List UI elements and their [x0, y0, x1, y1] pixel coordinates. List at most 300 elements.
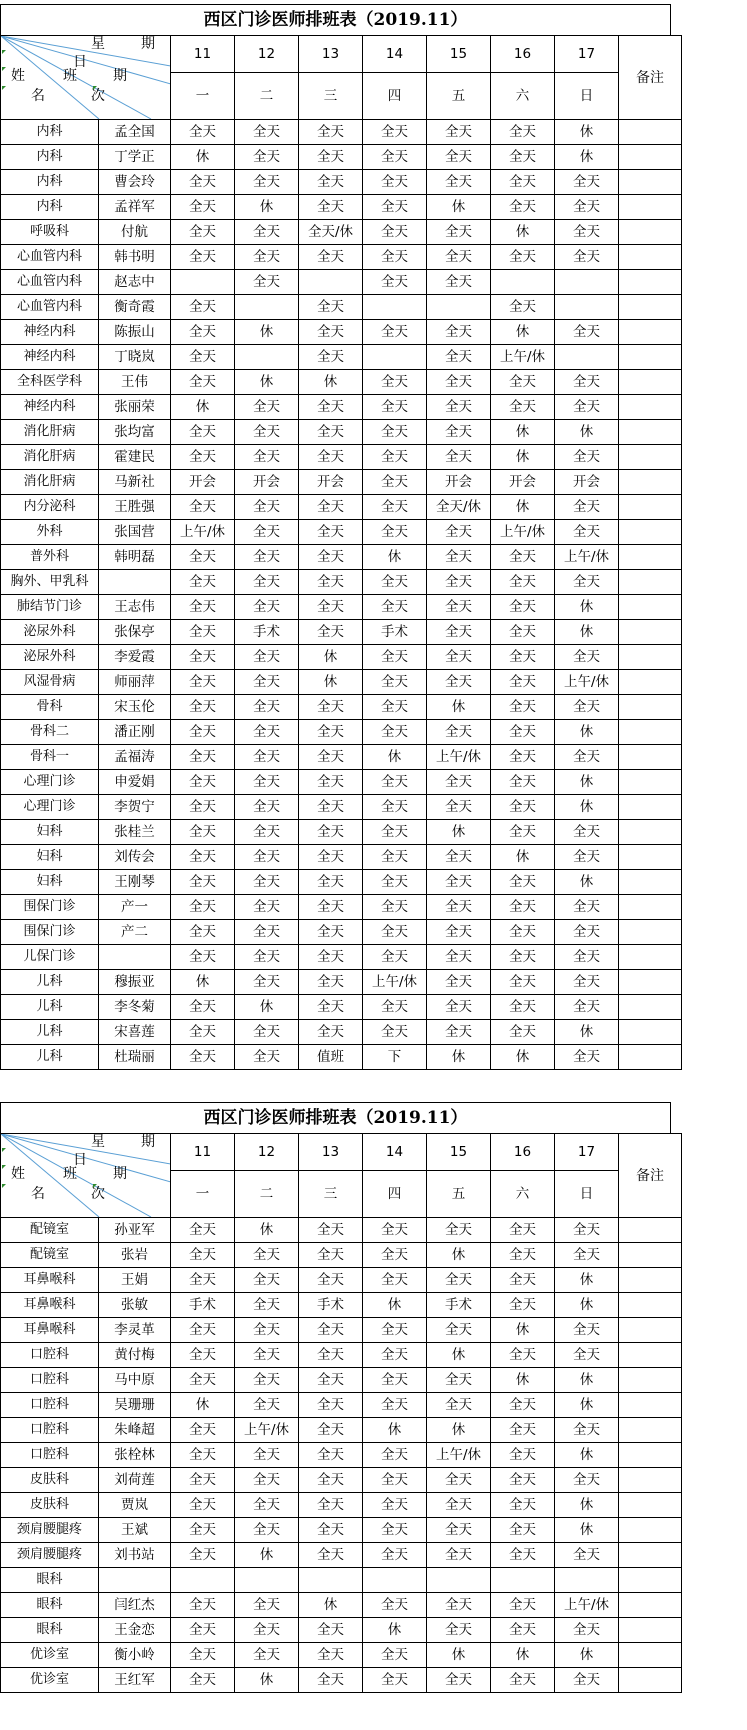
- table-row: [1, 695, 682, 720]
- shift-cell: 全天: [171, 545, 235, 570]
- shift-cell: 全天: [299, 345, 363, 370]
- doctor-name-cell: 宋喜莲: [99, 1020, 171, 1045]
- shift-cell: 休: [427, 195, 491, 220]
- corner-week-label: 星: [91, 36, 105, 52]
- department-cell: 风湿骨病: [1, 670, 99, 695]
- shift-cell: 全天: [363, 695, 427, 720]
- doctor-name-cell: 产一: [99, 895, 171, 920]
- shift-cell: 全天: [363, 1443, 427, 1468]
- shift-cell: 全天: [299, 1318, 363, 1343]
- shift-cell: 休: [235, 370, 299, 395]
- shift-cell: [235, 345, 299, 370]
- shift-cell: 全天: [491, 170, 555, 195]
- shift-cell: 全天: [299, 1643, 363, 1668]
- shift-cell: 全天: [427, 345, 491, 370]
- shift-cell: 全天: [299, 620, 363, 645]
- note-cell: [619, 820, 682, 845]
- shift-cell: 全天: [427, 1518, 491, 1543]
- shift-cell: 上午/休: [235, 1418, 299, 1443]
- note-cell: [619, 220, 682, 245]
- shift-cell: 全天: [299, 1218, 363, 1243]
- note-cell: [619, 1618, 682, 1643]
- shift-cell: [555, 295, 619, 320]
- table-row: [1, 970, 682, 995]
- doctor-name-cell: 李爱霞: [99, 645, 171, 670]
- date-header: 11: [171, 36, 235, 73]
- shift-cell: 全天: [363, 1643, 427, 1668]
- table-row: [1, 270, 682, 295]
- shift-cell: 全天: [427, 645, 491, 670]
- shift-cell: 休: [235, 1543, 299, 1568]
- table-row: [1, 145, 682, 170]
- department-cell: 围保门诊: [1, 920, 99, 945]
- shift-cell: 全天: [555, 1418, 619, 1443]
- shift-cell: 全天: [555, 1318, 619, 1343]
- shift-cell: 全天: [171, 1668, 235, 1693]
- shift-cell: 全天: [555, 1045, 619, 1070]
- shift-cell: 全天: [363, 795, 427, 820]
- shift-cell: [555, 345, 619, 370]
- shift-cell: 全天: [171, 595, 235, 620]
- shift-cell: 休: [363, 745, 427, 770]
- shift-cell: 全天: [171, 1443, 235, 1468]
- doctor-name-cell: 刘书站: [99, 1543, 171, 1568]
- table-row: [1, 570, 682, 595]
- shift-cell: 全天: [299, 995, 363, 1020]
- shift-cell: [299, 270, 363, 295]
- shift-cell: 全天: [427, 170, 491, 195]
- shift-cell: 全天: [299, 1243, 363, 1268]
- corner-name-label: 名: [31, 1186, 45, 1202]
- doctor-name-cell: 王志伟: [99, 595, 171, 620]
- shift-cell: 全天: [491, 645, 555, 670]
- shift-cell: 全天: [171, 495, 235, 520]
- shift-cell: [491, 270, 555, 295]
- shift-cell: 全天: [171, 570, 235, 595]
- table-row: [1, 795, 682, 820]
- doctor-name-cell: 张均富: [99, 420, 171, 445]
- shift-cell: 全天: [491, 945, 555, 970]
- shift-cell: 全天: [235, 245, 299, 270]
- shift-cell: 全天: [363, 820, 427, 845]
- department-cell: 心理门诊: [1, 770, 99, 795]
- note-cell: [619, 745, 682, 770]
- department-cell: 眼科: [1, 1593, 99, 1618]
- shift-cell: 全天: [427, 970, 491, 995]
- note-cell: [619, 1568, 682, 1593]
- shift-cell: 全天: [171, 1218, 235, 1243]
- shift-cell: 全天/休: [299, 220, 363, 245]
- department-cell: 泌尿外科: [1, 645, 99, 670]
- date-header: 17: [555, 36, 619, 73]
- shift-cell: 全天: [555, 370, 619, 395]
- cell-marker-icon: [2, 67, 6, 71]
- date-header: 12: [235, 36, 299, 73]
- department-cell: 优诊室: [1, 1668, 99, 1693]
- department-cell: 口腔科: [1, 1443, 99, 1468]
- shift-cell: 全天: [363, 420, 427, 445]
- shift-cell: 休: [491, 1318, 555, 1343]
- shift-cell: 全天: [299, 1443, 363, 1468]
- shift-cell: 全天: [171, 220, 235, 245]
- note-cell: [619, 420, 682, 445]
- shift-cell: 全天: [427, 270, 491, 295]
- department-cell: 消化肝病: [1, 470, 99, 495]
- shift-cell: 开会: [427, 470, 491, 495]
- shift-cell: 全天: [171, 1045, 235, 1070]
- shift-cell: 开会: [555, 470, 619, 495]
- doctor-name-cell: 李贺宁: [99, 795, 171, 820]
- shift-cell: 全天: [299, 245, 363, 270]
- note-cell: [619, 845, 682, 870]
- shift-cell: 休: [555, 1393, 619, 1418]
- shift-cell: 全天: [171, 1643, 235, 1668]
- note-cell: [619, 995, 682, 1020]
- shift-cell: 全天: [491, 1393, 555, 1418]
- shift-cell: 全天: [171, 745, 235, 770]
- department-cell: 耳鼻喉科: [1, 1318, 99, 1343]
- weekday-header: 一: [171, 1171, 235, 1218]
- cell-marker-icon: [2, 86, 6, 90]
- shift-cell: 全天: [235, 570, 299, 595]
- shift-cell: 全天: [491, 1293, 555, 1318]
- doctor-name-cell: 马新社: [99, 470, 171, 495]
- shift-cell: 全天: [299, 195, 363, 220]
- shift-cell: 全天: [491, 1020, 555, 1045]
- shift-cell: 全天: [427, 370, 491, 395]
- header-corner-cell: [1, 36, 171, 120]
- shift-cell: 休: [299, 645, 363, 670]
- shift-cell: 全天: [427, 1543, 491, 1568]
- table-row: [1, 945, 682, 970]
- weekday-header: 五: [427, 73, 491, 120]
- shift-cell: 全天: [235, 1293, 299, 1318]
- shift-cell: 全天: [491, 1493, 555, 1518]
- shift-cell: 全天: [427, 845, 491, 870]
- shift-cell: 全天: [171, 1418, 235, 1443]
- note-cell: [619, 245, 682, 270]
- department-cell: 配镜室: [1, 1243, 99, 1268]
- department-cell: 口腔科: [1, 1393, 99, 1418]
- note-cell: [619, 770, 682, 795]
- doctor-name-cell: 朱峰超: [99, 1418, 171, 1443]
- shift-cell: 全天: [363, 1218, 427, 1243]
- corner-day-label: 日: [73, 54, 87, 70]
- shift-cell: 全天: [491, 1618, 555, 1643]
- department-cell: 口腔科: [1, 1418, 99, 1443]
- shift-cell: 全天: [299, 495, 363, 520]
- shift-cell: 全天: [491, 120, 555, 145]
- shift-cell: 全天: [171, 1468, 235, 1493]
- department-cell: 儿保门诊: [1, 945, 99, 970]
- doctor-name-cell: 王金恋: [99, 1618, 171, 1643]
- weekday-header: 六: [491, 73, 555, 120]
- date-header: 14: [363, 1134, 427, 1171]
- shift-cell: 休: [491, 495, 555, 520]
- department-cell: 内科: [1, 120, 99, 145]
- shift-cell: 全天: [299, 120, 363, 145]
- shift-cell: 全天: [427, 670, 491, 695]
- corner-shift-label: 次: [91, 1186, 105, 1202]
- shift-cell: 全天: [491, 1668, 555, 1693]
- shift-cell: 全天: [363, 195, 427, 220]
- shift-cell: 全天: [171, 820, 235, 845]
- shift-cell: 全天: [171, 1543, 235, 1568]
- note-cell: [619, 620, 682, 645]
- doctor-name-cell: 黄付梅: [99, 1343, 171, 1368]
- shift-cell: 全天: [299, 1343, 363, 1368]
- shift-cell: [171, 270, 235, 295]
- department-cell: 儿科: [1, 1045, 99, 1070]
- shift-cell: 全天: [235, 820, 299, 845]
- shift-cell: 全天: [171, 670, 235, 695]
- shift-cell: 全天: [235, 845, 299, 870]
- shift-cell: 全天: [427, 1368, 491, 1393]
- note-cell: [619, 1493, 682, 1518]
- department-cell: 呼吸科: [1, 220, 99, 245]
- shift-cell: 全天: [363, 1668, 427, 1693]
- shift-cell: 全天: [299, 1020, 363, 1045]
- shift-cell: 全天: [235, 1643, 299, 1668]
- note-cell: [619, 920, 682, 945]
- shift-cell: 休: [363, 545, 427, 570]
- doctor-name-cell: 王伟: [99, 370, 171, 395]
- department-cell: 儿科: [1, 970, 99, 995]
- table-row: [1, 420, 682, 445]
- shift-cell: 全天: [235, 520, 299, 545]
- note-cell: [619, 670, 682, 695]
- doctor-name-cell: 霍建民: [99, 445, 171, 470]
- department-cell: 骨科一: [1, 745, 99, 770]
- shift-cell: 全天: [235, 1343, 299, 1368]
- note-cell: [619, 270, 682, 295]
- note-cell: [619, 1468, 682, 1493]
- shift-cell: [555, 270, 619, 295]
- shift-cell: 休: [299, 670, 363, 695]
- shift-cell: 全天: [555, 1243, 619, 1268]
- table-row: [1, 1618, 682, 1643]
- department-cell: 骨科: [1, 695, 99, 720]
- shift-cell: 全天: [555, 645, 619, 670]
- doctor-name-cell: 王娟: [99, 1268, 171, 1293]
- shift-cell: 全天: [235, 1443, 299, 1468]
- doctor-name-cell: 杜瑞丽: [99, 1045, 171, 1070]
- table-row: [1, 245, 682, 270]
- table-row: [1, 870, 682, 895]
- shift-cell: 全天: [427, 895, 491, 920]
- note-header: 备注: [619, 1134, 682, 1218]
- shift-cell: 全天: [235, 745, 299, 770]
- schedule-sheet-2: [0, 1102, 671, 1693]
- doctor-name-cell: 孟全国: [99, 120, 171, 145]
- table-row: [1, 320, 682, 345]
- shift-cell: 全天: [555, 1343, 619, 1368]
- shift-cell: 全天: [235, 795, 299, 820]
- shift-cell: 全天: [555, 845, 619, 870]
- shift-cell: 全天: [235, 1268, 299, 1293]
- shift-cell: 休: [235, 195, 299, 220]
- shift-cell: 上午/休: [363, 970, 427, 995]
- doctor-name-cell: 孟祥军: [99, 195, 171, 220]
- shift-cell: 全天: [491, 1468, 555, 1493]
- table-row: [1, 645, 682, 670]
- note-cell: [619, 1318, 682, 1343]
- corner-week-label: 期: [141, 1134, 155, 1150]
- corner-shift-label: 班: [63, 68, 77, 84]
- shift-cell: 全天: [427, 520, 491, 545]
- table-row: [1, 345, 682, 370]
- shift-cell: 全天: [299, 295, 363, 320]
- department-cell: 神经内科: [1, 395, 99, 420]
- department-cell: 妇科: [1, 870, 99, 895]
- shift-cell: 全天: [299, 745, 363, 770]
- shift-cell: 全天: [235, 395, 299, 420]
- shift-cell: [363, 295, 427, 320]
- corner-week-label: 期: [141, 36, 155, 52]
- shift-cell: 全天: [363, 1468, 427, 1493]
- table-row: [1, 120, 682, 145]
- doctor-name-cell: 孟福涛: [99, 745, 171, 770]
- department-cell: 颈肩腰腿疼: [1, 1543, 99, 1568]
- department-cell: 肺结节门诊: [1, 595, 99, 620]
- shift-cell: 全天: [299, 845, 363, 870]
- shift-cell: 上午/休: [555, 545, 619, 570]
- shift-cell: 全天: [299, 695, 363, 720]
- shift-cell: 上午/休: [491, 345, 555, 370]
- shift-cell: 休: [171, 1393, 235, 1418]
- shift-cell: 全天: [427, 420, 491, 445]
- department-cell: 颈肩腰腿疼: [1, 1518, 99, 1543]
- department-cell: 皮肤科: [1, 1468, 99, 1493]
- shift-cell: 全天: [363, 145, 427, 170]
- shift-cell: 全天: [555, 220, 619, 245]
- shift-cell: 全天: [363, 495, 427, 520]
- schedule-sheet-1: [0, 4, 671, 1070]
- shift-cell: 全天: [491, 1593, 555, 1618]
- shift-cell: 全天: [299, 795, 363, 820]
- shift-cell: 全天: [171, 845, 235, 870]
- shift-cell: 全天: [299, 170, 363, 195]
- shift-cell: 全天: [363, 945, 427, 970]
- doctor-name-cell: 申爱娟: [99, 770, 171, 795]
- shift-cell: 全天: [363, 995, 427, 1020]
- department-cell: 神经内科: [1, 320, 99, 345]
- shift-cell: 全天: [299, 1368, 363, 1393]
- shift-cell: [235, 1568, 299, 1593]
- shift-cell: 全天: [363, 670, 427, 695]
- note-cell: [619, 470, 682, 495]
- shift-cell: 全天: [427, 795, 491, 820]
- note-cell: [619, 295, 682, 320]
- department-cell: 优诊室: [1, 1643, 99, 1668]
- shift-cell: 全天: [363, 1268, 427, 1293]
- shift-cell: 全天/休: [427, 495, 491, 520]
- shift-cell: 全天: [235, 120, 299, 145]
- date-header: 11: [171, 1134, 235, 1171]
- shift-cell: 全天: [555, 1218, 619, 1243]
- shift-cell: 全天: [235, 1493, 299, 1518]
- shift-cell: 全天: [235, 645, 299, 670]
- note-cell: [619, 1593, 682, 1618]
- note-cell: [619, 570, 682, 595]
- shift-cell: 休: [555, 120, 619, 145]
- shift-cell: 全天: [555, 995, 619, 1020]
- shift-cell: 休: [555, 770, 619, 795]
- shift-cell: [235, 295, 299, 320]
- note-cell: [619, 545, 682, 570]
- shift-cell: 全天: [171, 720, 235, 745]
- shift-cell: 全天: [171, 1243, 235, 1268]
- shift-cell: 全天: [427, 995, 491, 1020]
- shift-cell: 全天: [235, 1020, 299, 1045]
- shift-cell: 全天: [299, 320, 363, 345]
- shift-cell: 全天: [491, 245, 555, 270]
- weekday-header: 日: [555, 1171, 619, 1218]
- shift-cell: 休: [427, 1243, 491, 1268]
- shift-cell: 休: [235, 995, 299, 1020]
- shift-cell: 休: [235, 1218, 299, 1243]
- shift-cell: 全天: [171, 995, 235, 1020]
- shift-cell: 全天: [235, 1518, 299, 1543]
- shift-cell: 全天: [171, 1343, 235, 1368]
- shift-cell: 全天: [171, 195, 235, 220]
- shift-cell: 休: [555, 1643, 619, 1668]
- shift-cell: 全天: [427, 1393, 491, 1418]
- shift-cell: 休: [235, 320, 299, 345]
- shift-cell: 上午/休: [491, 520, 555, 545]
- shift-cell: 开会: [299, 470, 363, 495]
- shift-cell: 全天: [171, 1493, 235, 1518]
- corner-period-label: 期: [113, 68, 127, 84]
- shift-cell: 全天: [363, 1243, 427, 1268]
- table-row: [1, 1243, 682, 1268]
- shift-cell: 全天: [427, 120, 491, 145]
- doctor-name-cell: 张桂兰: [99, 820, 171, 845]
- shift-cell: 全天: [427, 620, 491, 645]
- header-corner-cell: [1, 1134, 171, 1218]
- shift-cell: 全天: [363, 220, 427, 245]
- note-cell: [619, 870, 682, 895]
- doctor-name-cell: 宋玉伦: [99, 695, 171, 720]
- shift-cell: 休: [491, 1643, 555, 1668]
- shift-cell: 休: [555, 620, 619, 645]
- shift-cell: 全天: [363, 470, 427, 495]
- table-row: [1, 620, 682, 645]
- shift-cell: 休: [363, 1418, 427, 1443]
- department-cell: 心理门诊: [1, 795, 99, 820]
- shift-cell: 全天: [171, 120, 235, 145]
- weekday-header: 二: [235, 73, 299, 120]
- corner-period-label: 期: [113, 1166, 127, 1182]
- shift-cell: 全天: [427, 1218, 491, 1243]
- note-cell: [619, 445, 682, 470]
- shift-cell: [171, 1568, 235, 1593]
- shift-cell: 休: [555, 720, 619, 745]
- shift-cell: 全天: [491, 620, 555, 645]
- note-cell: [619, 1643, 682, 1668]
- table-row: [1, 1418, 682, 1443]
- shift-cell: 全天: [171, 295, 235, 320]
- shift-cell: 全天: [235, 270, 299, 295]
- shift-cell: 全天: [427, 320, 491, 345]
- shift-cell: 开会: [171, 470, 235, 495]
- note-cell: [619, 370, 682, 395]
- department-cell: 眼科: [1, 1568, 99, 1593]
- shift-cell: 全天: [491, 920, 555, 945]
- table-row: [1, 295, 682, 320]
- shift-cell: 全天: [491, 745, 555, 770]
- corner-name-label: 姓: [11, 68, 25, 84]
